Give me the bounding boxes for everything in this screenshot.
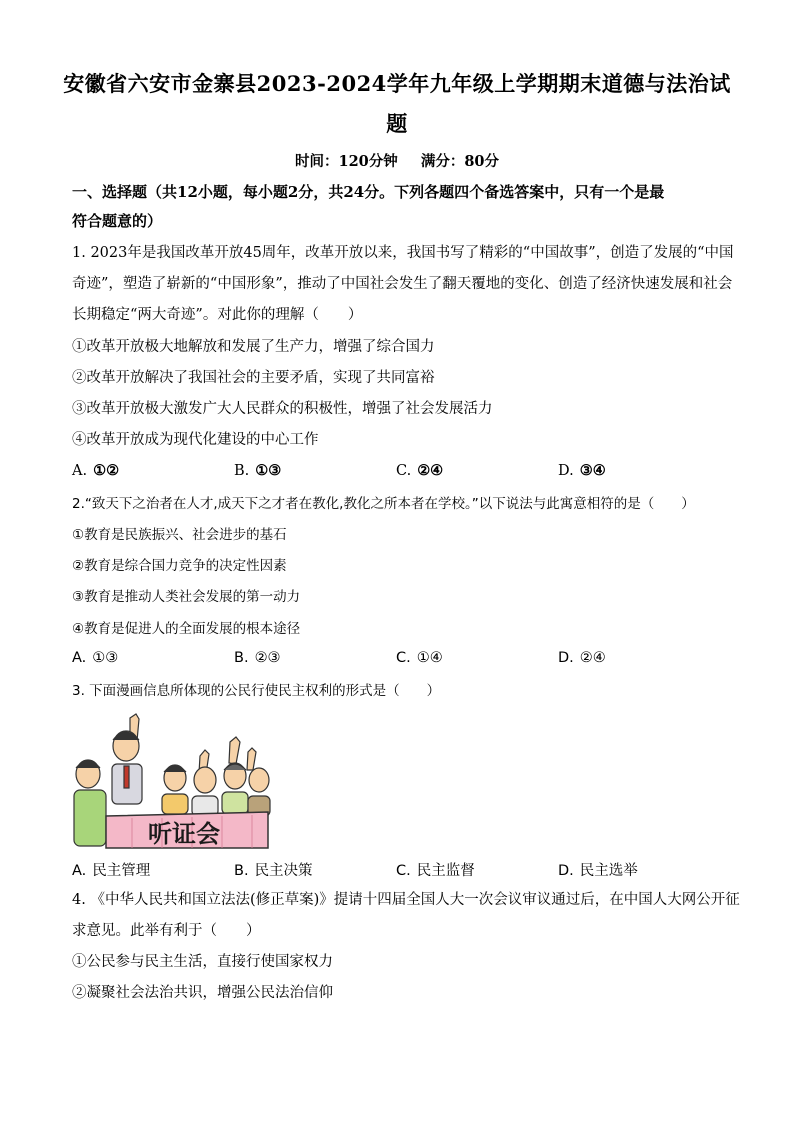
- q4-item: ①公民参与民主生活，直接行使国家权力: [72, 954, 333, 970]
- option-b[interactable]: B. ①③: [234, 462, 282, 479]
- q3-stem: 3. 下面漫画信息所体现的公民行使民主权利的形式是（ ）: [72, 683, 441, 699]
- exam-title-continued: 题: [386, 111, 408, 136]
- cartoon-sign-text: 听证会: [148, 820, 220, 848]
- section-heading-continued: 符合题意的）: [72, 212, 163, 230]
- option-b[interactable]: B. ②③: [234, 650, 281, 666]
- option-c[interactable]: C. ①④: [396, 650, 443, 666]
- q1-stem-line: 长期稳定“两大奇迹”。对此你的理解（ ）: [72, 307, 363, 323]
- exam-meta: [0, 150, 794, 171]
- option-c[interactable]: C. 民主监督: [396, 863, 475, 879]
- option-d[interactable]: D. ②④: [558, 650, 606, 666]
- q1-stem-line: 1. 2023年是我国改革开放45周年，改革开放以来，我国书写了精彩的“中国故事”，创造了发展的“中国: [72, 245, 734, 261]
- q4-stem-line: 求意见。此举有利于（ ）: [72, 923, 261, 939]
- q4-stem-line: 4. 《中华人民共和国立法法(修正草案)》提请十四届全国人大一次会议审议通过后，在中国人大网公开征: [72, 892, 740, 908]
- q2-item: ④教育是促进人的全面发展的根本途径: [72, 621, 301, 637]
- option-d[interactable]: D. 民主选举: [558, 863, 638, 879]
- option-a[interactable]: A. 民主管理: [72, 863, 151, 879]
- option-c[interactable]: C. ②④: [396, 462, 444, 479]
- q2-item: ①教育是民族振兴、社会进步的基石: [72, 527, 287, 543]
- option-b[interactable]: B. 民主决策: [234, 863, 313, 879]
- q2-item: ③教育是推动人类社会发展的第一动力: [72, 589, 301, 605]
- section-heading: 一、选择题（共12小题，每小题2分，共24分。下列各题四个备选答案中，只有一个是最: [72, 183, 665, 201]
- q1-item: ①改革开放极大地解放和发展了生产力，增强了综合国力: [72, 339, 435, 355]
- q1-item: ④改革开放成为现代化建设的中心工作: [72, 432, 319, 448]
- exam-score: 满分：80分: [420, 153, 500, 170]
- exam-time: 时间：120分钟: [294, 153, 398, 170]
- q1-item: ③改革开放极大激发广大人民群众的积极性，增强了社会发展活力: [72, 401, 493, 417]
- q2-stem: 2.“致天下之治者在人才,成天下之才者在教化,教化之所本者在学校。”以下说法与此寓意相符的是（ ）: [72, 496, 695, 512]
- q1-options: [72, 462, 732, 484]
- exam-title: 安徽省六安市金寨县2023-2024学年九年级上学期期末道德与法治试: [63, 71, 731, 96]
- q4-item: ②凝聚社会法治共识，增强公民法治信仰: [72, 985, 333, 1001]
- option-a[interactable]: A. ①③: [72, 650, 119, 666]
- q2-options: [72, 650, 732, 672]
- q2-item: ②教育是综合国力竞争的决定性因素: [72, 558, 287, 574]
- hearing-cartoon: [72, 712, 272, 850]
- q1-item: ②改革开放解决了我国社会的主要矛盾，实现了共同富裕: [72, 370, 435, 386]
- option-d[interactable]: D. ③④: [558, 462, 606, 479]
- q3-options: [72, 859, 732, 881]
- q1-stem-line: 奇迹”，塑造了崭新的“中国形象”，推动了中国社会发生了翻天覆地的变化、创造了经济快速发展和社会: [72, 276, 733, 292]
- option-a[interactable]: A. ①②: [72, 462, 120, 479]
